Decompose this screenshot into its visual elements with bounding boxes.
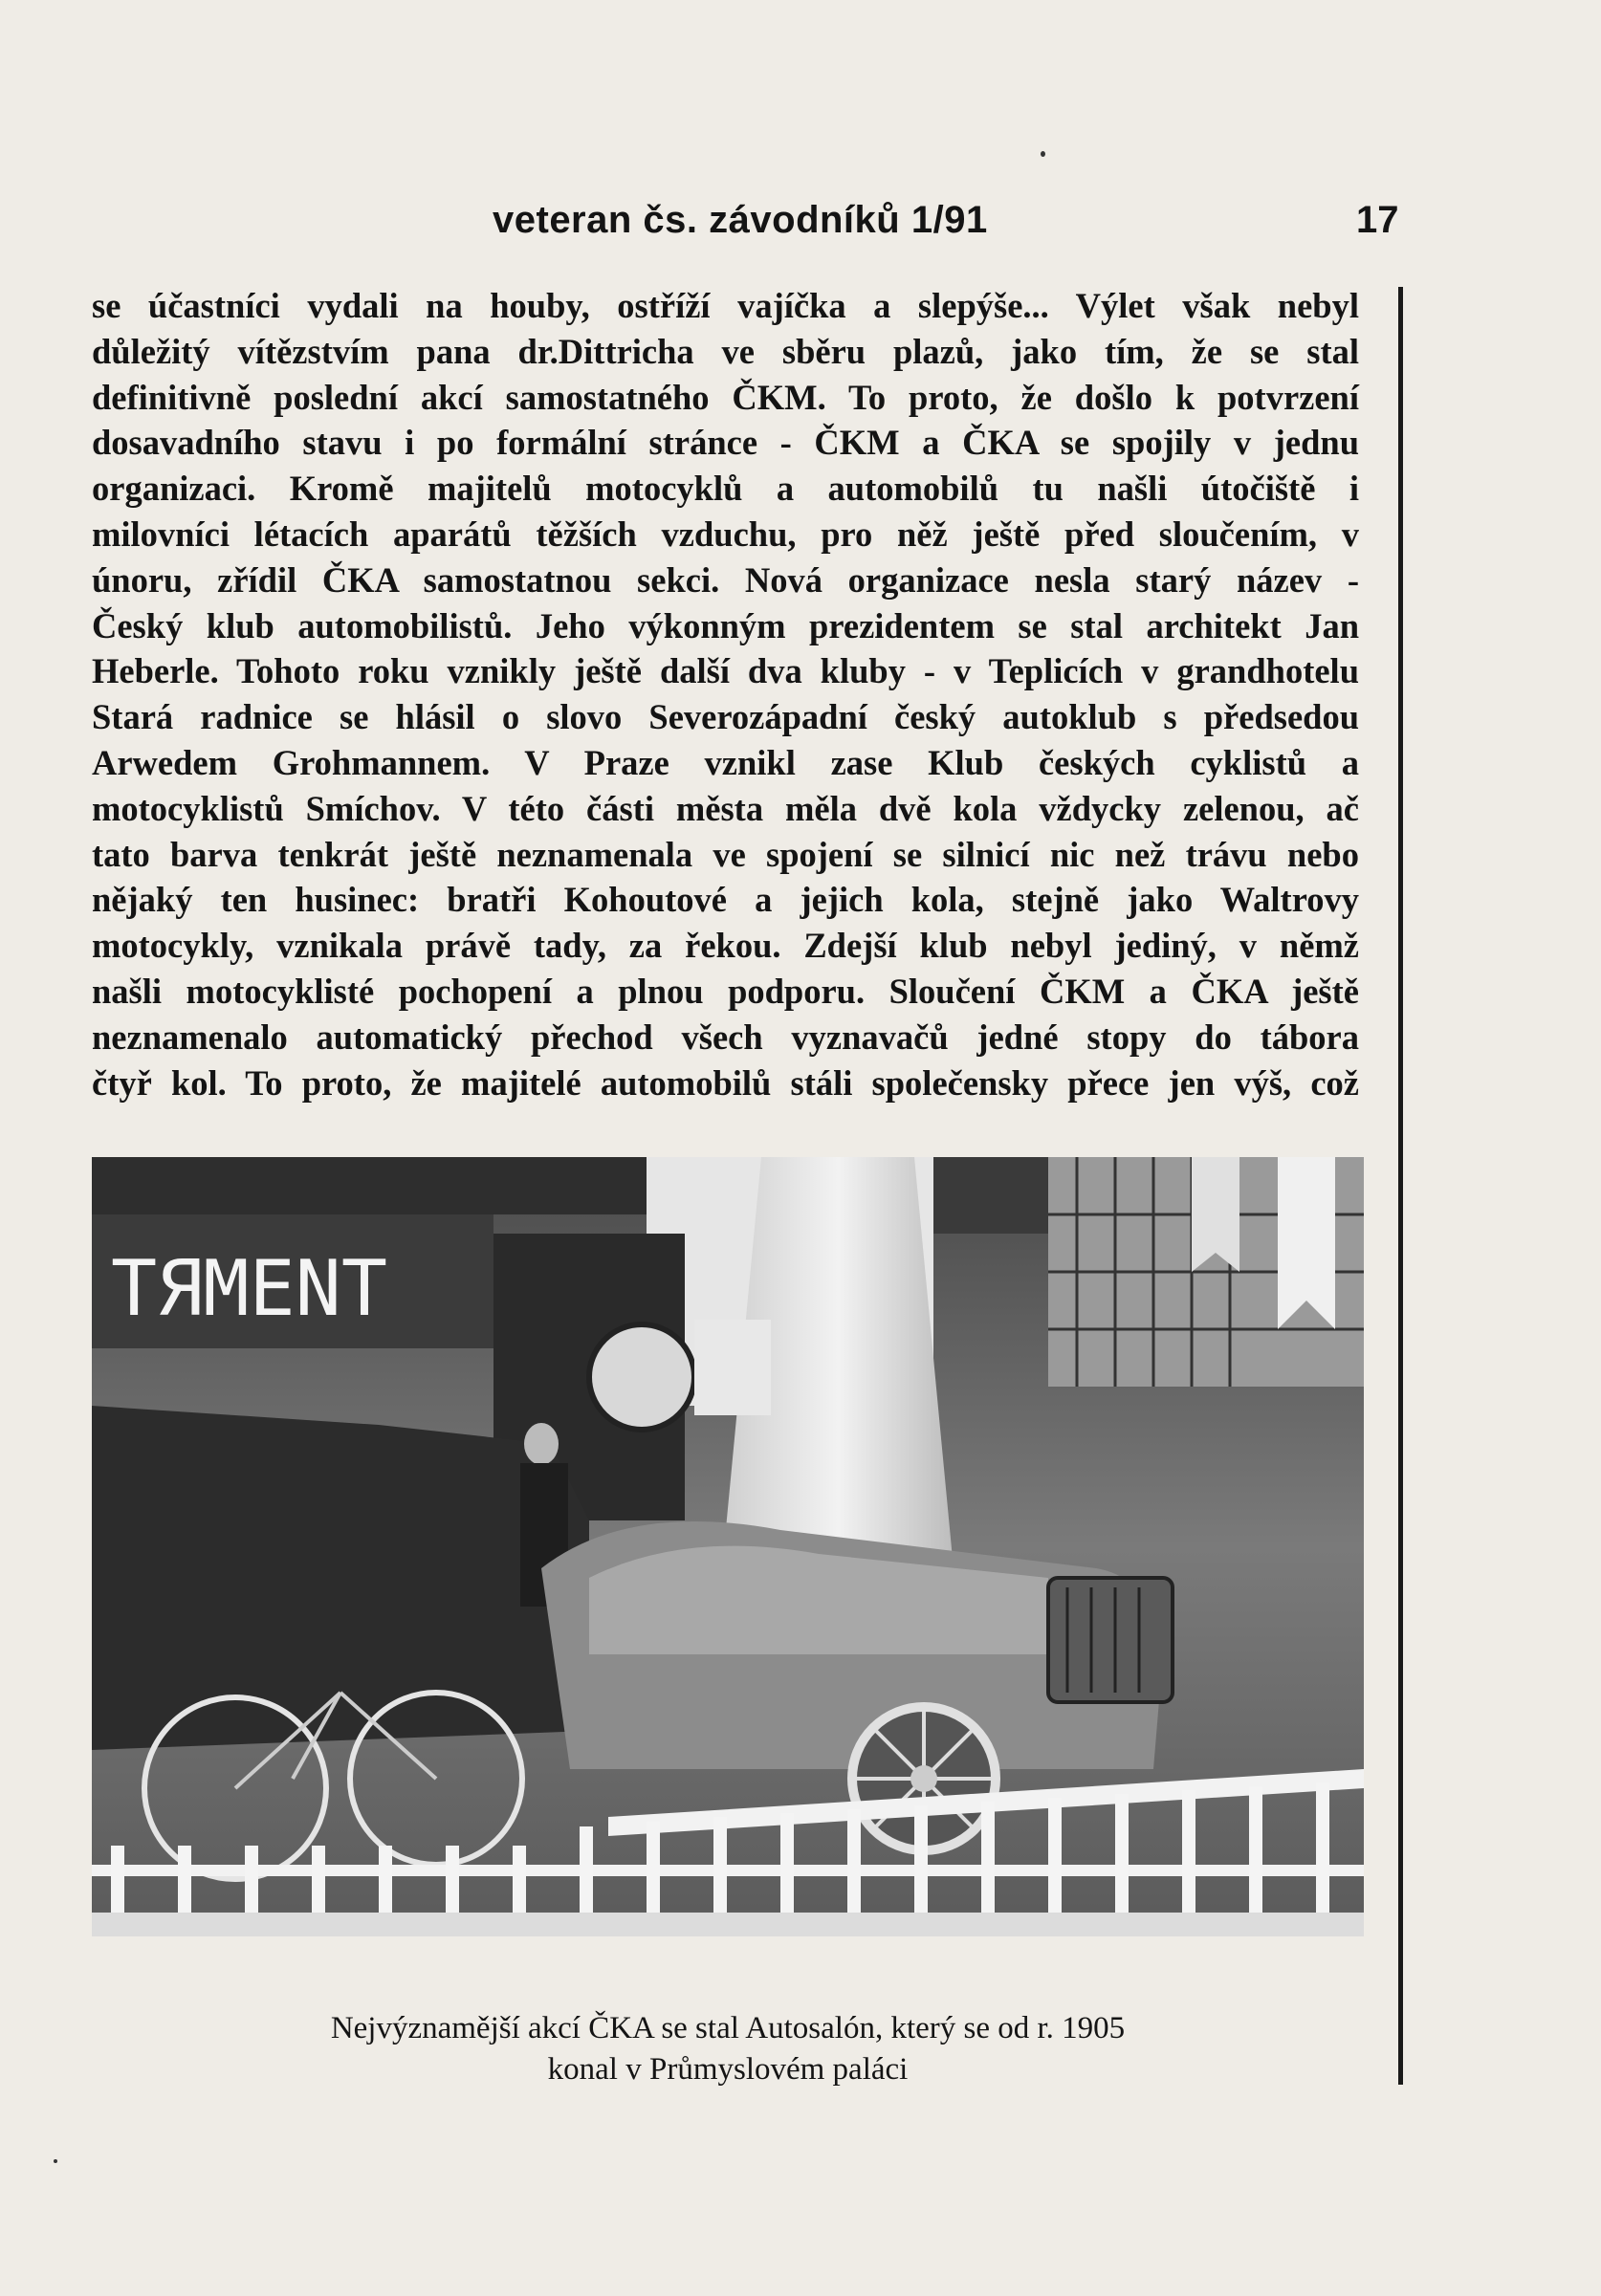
body-line: tato barva tenkrát ještě neznamenala ve spojení se silnicí nic než trávu nebo	[92, 834, 1359, 874]
body-line: Český klub automobilistů. Jeho výkonným prezidentem se stal architekt Jan	[92, 605, 1359, 645]
body-line: milovníci létacích aparátů těžších vzduchu, pro něž ještě před sloučením, v	[92, 514, 1359, 554]
caption-line: Nejvýznamější akcí ČKA se stal Autosalón, který se od r. 1905	[330, 2011, 1126, 2045]
photo-caption	[92, 2008, 1364, 2090]
header-title: veteran čs. závodníků 1/91	[493, 199, 988, 241]
body-line: Arwedem Grohmannem. V Praze vznikl zase Klub českých cyklistů a	[92, 742, 1359, 782]
body-line: se účastníci vydali na houby, ostříží vajíčka a slepýše... Výlet však nebyl	[92, 286, 1359, 325]
margin-rule	[1398, 287, 1403, 2085]
body-line: neznamenalo automatický přechod všech vyznavačů jedné stopy do tábora	[92, 1017, 1359, 1057]
photo-illustration	[92, 1157, 1364, 1936]
body-line: čtyř kol. To proto, že majitelé automobilů stáli společensky přece jen výš, což	[92, 1062, 1359, 1103]
body-line: Heberle. Tohoto roku vznikly ještě další dva kluby - v Teplicích v grandhotelu	[92, 651, 1359, 691]
body-line: důležitý vítězstvím pana dr.Dittricha ve sběru plazů, jako tím, že se stal	[92, 331, 1359, 371]
body-line: organizaci. Kromě majitelů motocyklů a automobilů tu našli útočiště i	[92, 469, 1359, 509]
body-line: motocykly, vznikala právě tady, za řekou. Zdejší klub nebyl jediný, v němž	[92, 926, 1359, 966]
banner-text: TЯMENT	[111, 1244, 387, 1333]
body-line: únoru, zřídil ČKA samostatnou sekci. Nová organizace nesla starý název -	[92, 559, 1359, 600]
body-line: Stará radnice se hlásil o slovo Severozápadní český autoklub s předsedou	[92, 697, 1359, 737]
body-line: motocyklistů Smíchov. V této části města měla dvě kola vždycky zelenou, ač	[92, 788, 1359, 828]
running-header	[0, 199, 1601, 247]
body-line: nějaký ten husinec: bratři Kohoutové a jejich kola, stejně jako Waltrovy	[92, 880, 1359, 920]
page-number: 17	[1356, 199, 1399, 241]
paper-speck	[54, 2159, 57, 2163]
body-line: dosavadního stavu i po formální stránce - ČKM a ČKA se spojily v jednu	[92, 423, 1359, 463]
body-text	[92, 283, 1359, 1105]
paper-speck	[1041, 151, 1045, 157]
body-line: našli motocyklisté pochopení a plnou podporu. Sloučení ČKM a ČKA ještě	[92, 971, 1359, 1011]
body-line: definitivně poslední akcí samostatného ČKM. To proto, že došlo k potvrzení	[92, 377, 1359, 417]
historic-photo-autosalon	[92, 1157, 1364, 1936]
caption-line: konal v Průmyslovém paláci	[547, 2052, 909, 2087]
